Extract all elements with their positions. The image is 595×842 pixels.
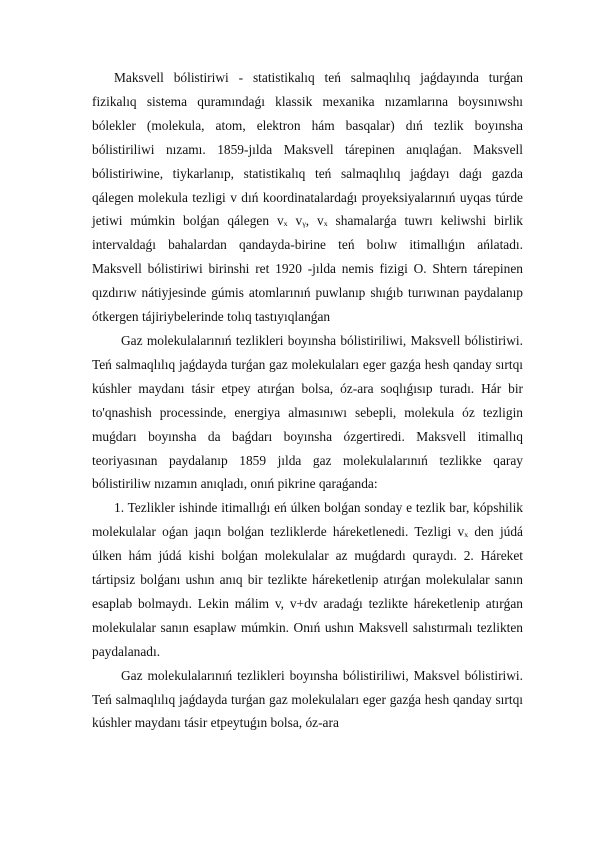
paragraph-gas-velocity-distribution: Gaz molekulalarınıń tezlikleri boyınsha bólistiriliwi, Maksvell bólistiriwi. Teń salmaqlılıq jaǵdayda turǵan gaz molekulaları eger gazǵa hesh qanday sırtqı kúshler maydanı tásir etpey atırǵan bolsa, óz-ara soqlıǵısıp turadı. Hár bir to'qnashish processinde, energiya almasınıwı sebepli, molekula óz tezligin muǵdarı boyınsha da baǵdarı boyınsha ózgertiredi. Maksvell itimallıq teoriyasınan paydalanıp 1859 jılda gaz molekulalarınıń tezlikke qaray bólistiriliw nızamın anıqladı, onıń pikrine qaraǵanda: <box>92 332 523 492</box>
document-body <box>92 66 523 735</box>
paragraph-maxwell-definition: Maksvell bólistiriwi - statistikalıq teń salmaqlılıq jaǵdayında turǵan fizikalıq sistema quramındaǵı klassik mexanika nızamlarına boysınıwshı bólekler (molekula, atom, elektron hám basqalar) dıń tezlik boyınsha bólistiriliwi nızamı. 1859-jılda Maksvell tárepinen anıqlaǵan. Maksvell bólistiriwine, tiykarlanıp, statistikalıq teń salmaqlılıq jaǵdayı daǵı gazda qálegen molekula tezligi v dıń koordinatalardaǵı proyeksiyalarınıń uyqas túrde jetiwi múmkin bolǵan qálegen vₓ vᵧ, vₓ shamalarǵa tuwrı keliwshi birlik intervaldaǵı bahalardan qandayda-birine teń bolıw itimallıǵın ańlatadı. Maksvell bólistiriwi birinshi ret 1920 -jılda nemis fizigi O. Shtern tárepinen qızdırıw nátiyjesinde gúmis atomlarınıń puwlanıp shıǵıb turıwınan paydalanıp ótkergen tájiriybelerinde tolıq tastıyıqlanǵan <box>92 70 523 325</box>
paragraph-gas-velocity-continued: Gaz molekulalarınıń tezlikleri boyınsha bólistiriliwi, Maksvel bólistiriwi. Teń salmaqlılıq jaǵdayda turǵan gaz molekulaları eger gazǵa hesh qanday sırtqı kúshler maydanı tásir etpeytuǵın bolsa, óz-ara <box>92 667 523 731</box>
paragraph-distribution-points: 1. Tezlikler ishinde itimallıǵı eń úlken bolǵan sonday e tezlik bar, kópshilik molekulalar oǵan jaqın bolǵan tezliklerde háreketlenedi. Tezligi vₓ den júdá úlken hám júdá kishi bolǵan molekulalar az muǵdardı quraydı. 2. Háreket tártipsiz bolǵanı ushın anıq bir tezlikte háreketlenip atırǵan molekulalar sanın esaplab bolmaydı. Lekin málim v, v+dv aradaǵı tezlikte háreketlenip atırǵan molekulalar sanın esaplaw múmkin. Onıń ushın Maksvell salıstırmalı tezlikten paydalanadı. <box>92 500 523 659</box>
